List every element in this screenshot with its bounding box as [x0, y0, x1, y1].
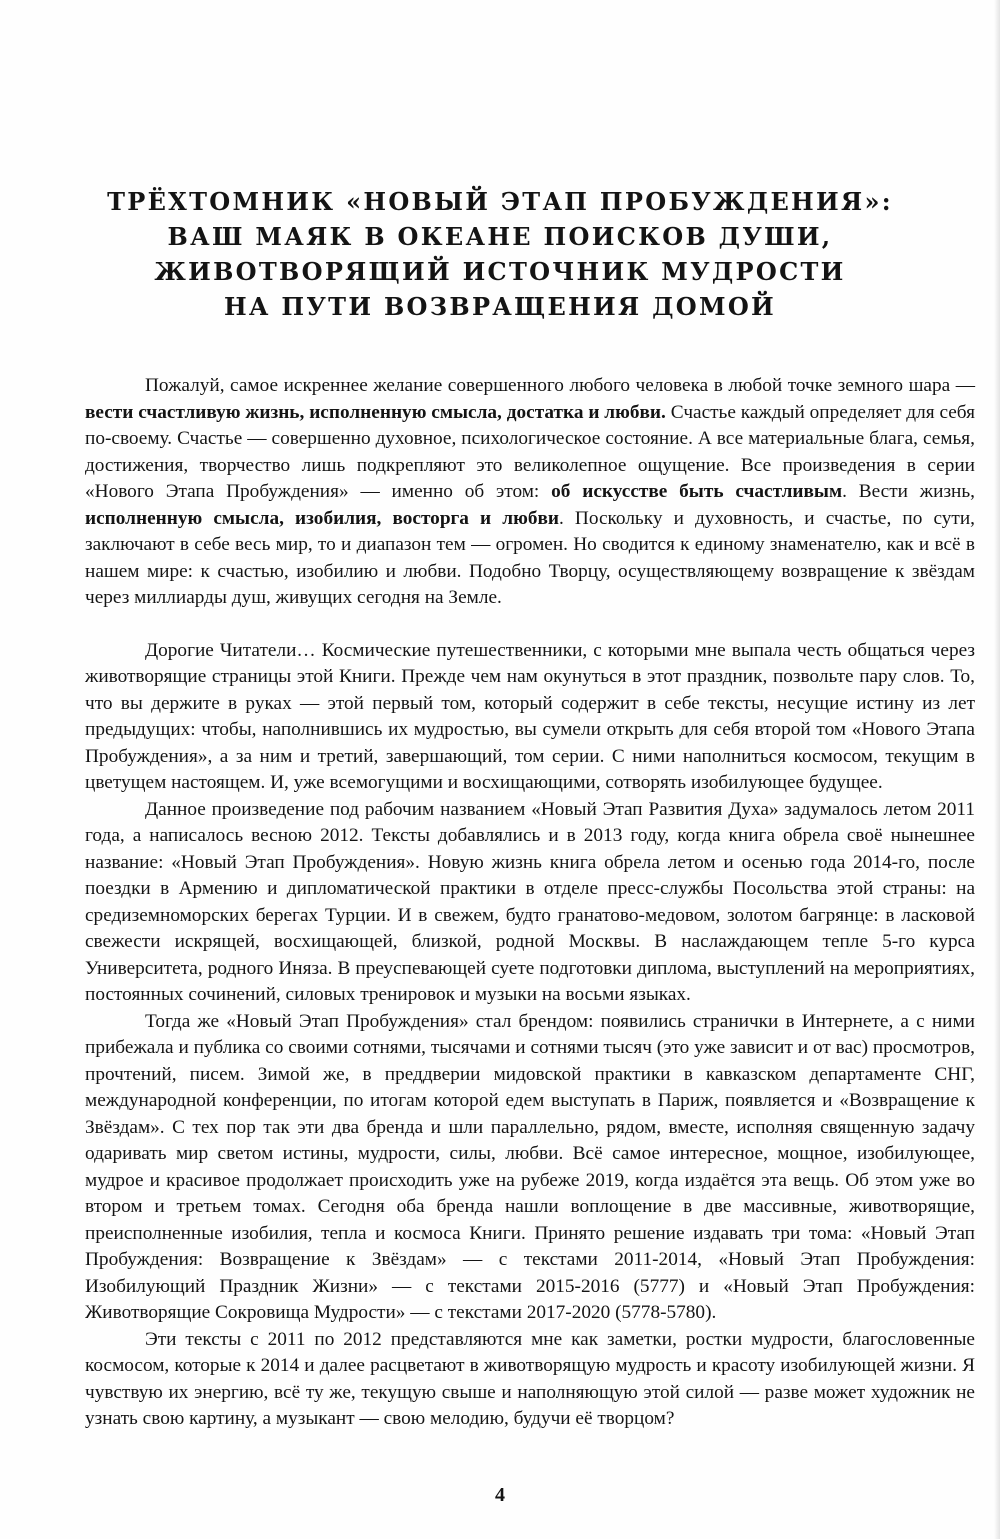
title-line-4: НА ПУТИ ВОЗВРАЩЕНИЯ ДОМОЙ	[223, 292, 777, 321]
intro-bold-1: вести счастливую жизнь, исполненную смысла, достатка и любви.	[85, 401, 666, 423]
title-line-2: ВАШ МАЯК В ОКЕАНЕ ПОИСКОВ ДУШИ,	[167, 222, 833, 251]
title-line-3: ЖИВОТВОРЯЩИЙ ИСТОЧНИК МУДРОСТИ	[154, 257, 846, 286]
paragraph-brand: Тогда же «Новый Этап Пробуждения» стал брендом: появились странички в Интернете, а с ними прибежала и публика со своими сотнями, тысячами и сотнями тысяч (это уже зависит и от вас) просмотров, прочтений, писем. Зимой же, в преддверии мидовской практики в кавказском департаменте СНГ, международной конференции, по итогам которой едем выступать в Париж, появляется и «Возвращение к Звёздам». С тех пор так эти два бренда и шли параллельно, рядом, вместе, исполняя священную задачу одаривать мир светом истины, мудрости, силы, любви. Всё самое интересное, мощное, изобилующее, мудрое и красивое продолжает происходить уже на рубеже 2019, когда издаётся эта вещь. Об этом уже во втором и третьем томах. Сегодня оба бренда нашли воплощение в две массивные, животворящие, преисполненные изобилия, тепла и космоса Книги. Принято решение издавать три тома: «Новый Этап Пробуждения: Возвращение к Звёздам» — с текстами 2011-2014, «Новый Этап Пробуждения: Изобилующий Праздник Жизни» — с текстами 2015-2016 (5777) и «Новый Этап Пробуждения: Животворящие Сокровища Мудрости» — с текстами 2017-2020 (5778-5780).	[85, 1010, 975, 1323]
title-line-1: ТРЁХТОМНИК «НОВЫЙ ЭТАП ПРОБУЖДЕНИЯ»:	[107, 187, 893, 216]
intro-text-2: Счастье каждый определяет для себя по-своему. Счастье — совершенно духовное, психологическое состояние. А все материальные блага, семья, достижения, творчество лишь подкрепляют это великолепное ощущение. Все произведения в серии «Нового Этапа Пробуждения» — именно об этом:	[85, 401, 975, 502]
intro-bold-2: об искусстве быть счастливым	[551, 481, 843, 502]
paragraph-readers: Дорогие Читатели… Космические путешественники, с которыми мне выпала честь общаться через животворящие страницы этой Книги. Прежде чем нам окунуться в этот праздник, позвольте пару слов. То, что вы держите в руках — этой первый том, который содержит в себе тексты, несущие истину из лет предыдущих: чтобы, наполнившись их мудростью, вы сумели открыть для себя второй том «Нового Этапа Пробуждения», а за ним и третий, завершающий, том серии. С ними наполниться космосом, текущим в цветущем настоящем. И, уже всемогущими и восхищающими, сотворять изобилующее будущее.	[85, 639, 975, 793]
intro-bold-3: исполненную смысла, изобилия, восторга и любви	[85, 507, 559, 529]
paragraph-history: Данное произведение под рабочим названием «Новый Этап Развития Духа» задумалось летом 2011 года, а написалось весною 2012. Тексты добавлялись и в 2013 году, когда книга обрела своё нынешнее название: «Новый Этап Пробуждения». Новую жизнь книга обрела летом и осенью года 2014-го, после поездки в Армению и дипломатической практики в отделе пресс-службы Посольства этой страны: на средиземноморских берегах Турции. И в свежем, будто гранатово-медовом, золотом багрянце: в ласковой свежести искрящей, восхищающей, близкой, родной Москвы. В наслаждающем тепле 5-го курса Университета, родного Иняза. В преуспевающей суете подготовки диплома, выступлений на мероприятиях, постоянных сочинений, силовых тренировок и музыки на восьми языках.	[85, 798, 975, 1005]
chapter-title	[60, 184, 940, 324]
paragraph-intro	[85, 373, 975, 612]
paragraph-texts: Эти тексты с 2011 по 2012 представляются мне как заметки, ростки мудрости, благословенные космосом, которые к 2014 и далее расцветают в животворящую мудрость и красоту изобилующей жизни. Я чувствую их энергию, всё ту же, текущую свыше и наполняющую этой силой — разве может художник не узнать свою картину, а музыкант — свою мелодию, будучи её творцом?	[85, 1328, 975, 1429]
page-edge-shadow	[994, 0, 1000, 1539]
body-text	[85, 373, 975, 1433]
intro-text-3: . Вести жизнь,	[842, 481, 975, 502]
intro-text-4: . Поскольку и духовность, и счастье, по сути, заключают в себе весь мир, то и диапазон тем — огромен. Но сводится к единому знаменателю, как и всё в нашем мире: к счастью, изобилию и любви. Подобно Творцу, осуществляющему возвращение к звёздам через миллиарды душ, живущих сегодня на Земле.	[85, 507, 975, 608]
intro-text-1: Пожалуй, самое искреннее желание совершенного любого человека в любой точке земного шара —	[145, 375, 975, 396]
page-number: 4	[495, 1484, 505, 1506]
